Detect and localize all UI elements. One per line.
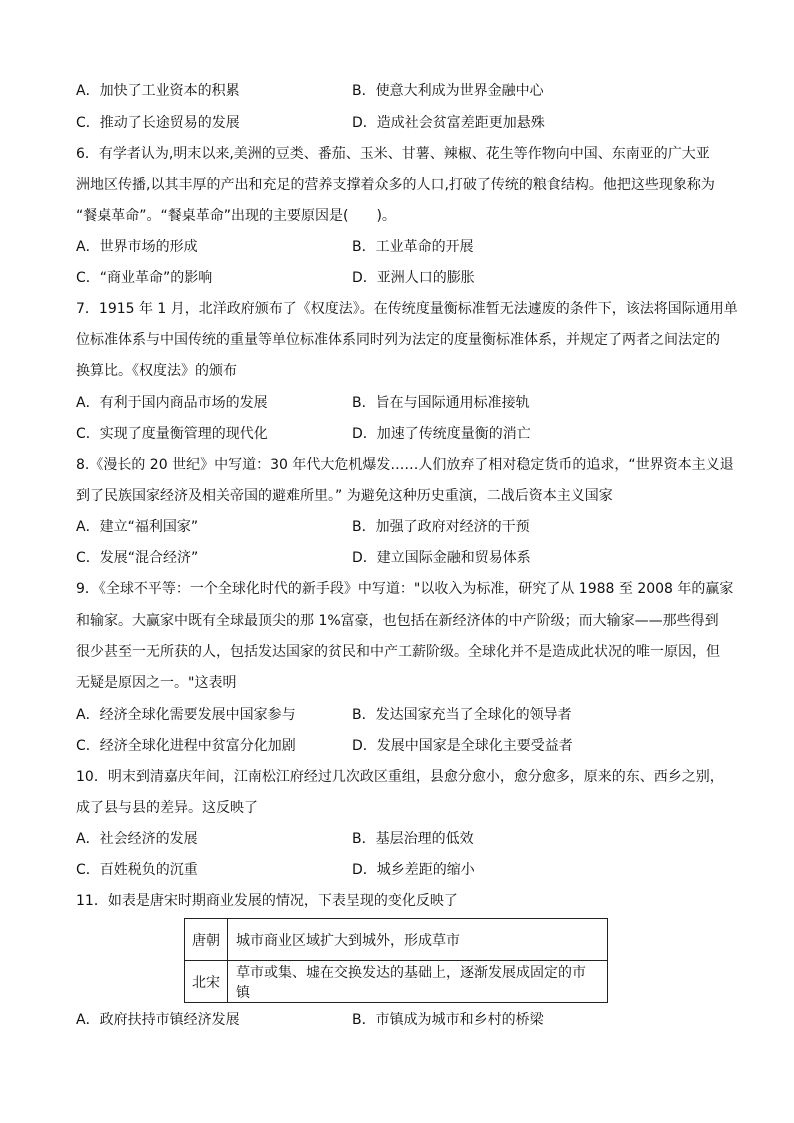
q7-option-d: D．加速了传统度量衡的消亡 bbox=[352, 426, 531, 442]
table-row bbox=[185, 961, 608, 1003]
q6-stem-line-2: 洲地区传播,以其丰厚的产出和充足的营养支撑着众多的人口,打破了传统的粮食结构。他把这些现象称为 bbox=[76, 177, 715, 193]
q9-stem-line-4: 无疑是原因之一。"这表明 bbox=[76, 675, 237, 691]
q8-option-b: B．加强了政府对经济的干预 bbox=[352, 519, 530, 535]
q8-option-c: C．发展“混合经济” bbox=[76, 550, 199, 566]
q7-stem-line-3: 换算比。《权度法》的颁布 bbox=[76, 363, 237, 379]
q7-stem-line-2: 位标准体系与中国传统的重量等单位标准体系同时列为法定的度量衡标准体系，并规定了两者之间法定的 bbox=[76, 332, 720, 348]
q8-option-d: D．建立国际金融和贸易体系 bbox=[352, 550, 531, 566]
q6-stem-line-3: “餐桌革命”。“餐桌革命”出现的主要原因是( )。 bbox=[76, 208, 396, 224]
q9-option-d: D．发展中国家是全球化主要受益者 bbox=[352, 738, 573, 754]
q11-table bbox=[184, 918, 608, 1003]
q7-option-b: B．旨在与国际通用标准接轨 bbox=[352, 395, 530, 411]
q11-option-b: B．市镇成为城市和乡村的桥梁 bbox=[352, 1012, 544, 1028]
q8-option-a: A．建立“福利国家” bbox=[76, 519, 199, 535]
q5-option-c: C．推动了长途贸易的发展 bbox=[76, 115, 240, 131]
q7-option-a: A．有利于国内商品市场的发展 bbox=[76, 395, 268, 411]
q9-stem-line-2: 和输家。大赢家中既有全球最顶尖的那 1%富豪，也包括在新经济体的中产阶级；而大输家——那些得到 bbox=[76, 613, 719, 629]
q10-stem-line-2: 成了县与县的差异。这反映了 bbox=[76, 800, 258, 816]
q7-option-c: C．实现了度量衡管理的现代化 bbox=[76, 426, 268, 442]
q8-stem-line-1: 8.《漫长的 20 世纪》中写道：30 年代大危机爆发……人们放弃了相对稳定货币的追求，“世界资本主义退 bbox=[76, 457, 734, 473]
q10-option-c: C．百姓税负的沉重 bbox=[76, 862, 198, 878]
q9-option-b: B．发达国家充当了全球化的领导者 bbox=[352, 707, 572, 723]
q10-option-d: D．城乡差距的缩小 bbox=[352, 862, 475, 878]
q6-option-b: B．工业革命的开展 bbox=[352, 239, 474, 255]
q11-option-a: A．政府扶持市镇经济发展 bbox=[76, 1012, 240, 1028]
q5-option-b: B．使意大利成为世界金融中心 bbox=[352, 83, 544, 99]
q8-stem-line-2: 到了民族国家经济及相关帝国的避难所里。” 为避免这种历史重演，二战后资本主义国家 bbox=[76, 488, 613, 504]
table-cell-era: 北宋 bbox=[185, 961, 228, 1003]
q5-option-d: D．造成社会贫富差距更加悬殊 bbox=[352, 115, 545, 131]
q6-stem-line-1: 6．有学者认为,明末以来,美洲的豆类、番茄、玉米、甘薯、辣椒、花生等作物向中国、东南亚的广大亚 bbox=[76, 146, 710, 162]
q5-option-a: A．加快了工业资本的积累 bbox=[76, 83, 240, 99]
q6-option-a: A．世界市场的形成 bbox=[76, 239, 198, 255]
table-cell-era: 唐朝 bbox=[185, 919, 228, 961]
q9-option-c: C．经济全球化进程中贫富分化加剧 bbox=[76, 738, 296, 754]
q10-option-b: B．基层治理的低效 bbox=[352, 831, 474, 847]
q9-option-a: A．经济全球化需要发展中国家参与 bbox=[76, 707, 296, 723]
q6-option-d: D．亚洲人口的膨胀 bbox=[352, 270, 475, 286]
q9-stem-line-3: 很少甚至一无所获的人，包括发达国家的贫民和中产工薪阶级。全球化并不是造成此状况的唯一原因，但 bbox=[76, 644, 720, 660]
table-cell-text: 草市或集、墟在交换发达的基础上，逐渐发展成固定的市镇 bbox=[228, 961, 608, 1003]
q10-stem-line-1: 10．明末到清嘉庆年间，江南松江府经过几次政区重组，县愈分愈小，愈分愈多，原来的东、西乡之别， bbox=[76, 769, 724, 785]
q9-stem-line-1: 9．《全球不平等：一个全球化时代的新手段》中写道："以收入为标准，研究了从 1988 至 2008 年的赢家 bbox=[76, 581, 734, 597]
q7-stem-line-1: 7．1915 年 1 月，北洋政府颁布了《权度法》。在传统度量衡标准暂无法遽废的条件下，该法将国际通用单 bbox=[76, 301, 738, 317]
q11-stem-line-1: 11．如表是唐宋时期商业发展的情况，下表呈现的变化反映了 bbox=[76, 893, 458, 909]
table-row bbox=[185, 919, 608, 961]
q6-option-c: C．“商业革命”的影响 bbox=[76, 270, 213, 286]
table-cell-text: 城市商业区域扩大到城外，形成草市 bbox=[228, 919, 608, 961]
q10-option-a: A．社会经济的发展 bbox=[76, 831, 198, 847]
